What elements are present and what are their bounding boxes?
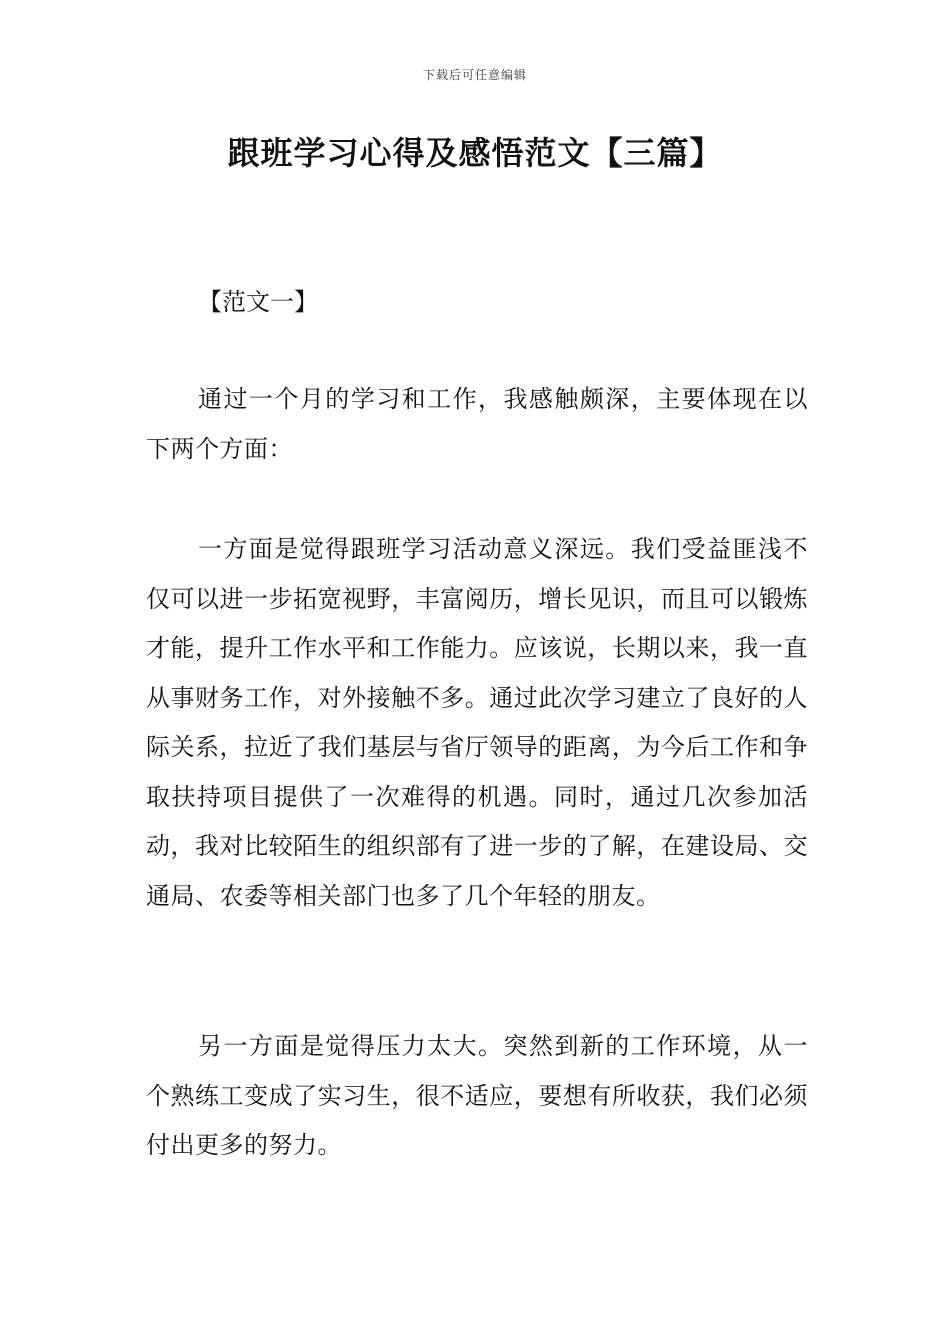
paragraph-second-aspect: 另一方面是觉得压力太大。突然到新的工作环境，从一个熟练工变成了实习生，很不适应，要想有所收获，我们必须付出更多的努力。: [146, 1032, 808, 1159]
paragraph-first-aspect: 一方面是觉得跟班学习活动意义深远。我们受益匪浅不仅可以进一步拓宽视野，丰富阅历，增长见识，而且可以锻炼才能，提升工作水平和工作能力。应该说，长期以来，我一直从事财务工作，对外接触不多。通过此次学习建立了良好的人际关系，拉近了我们基层与省厅领导的距离，为今后工作和争取扶持项目提供了一次难得的机遇。同时，通过几次参加活动，我对比较陌生的组织部有了进一步的了解，在建设局、交通局、农委等相关部门也多了几个年轻的朋友。: [146, 535, 808, 910]
document-title: 跟班学习心得及感悟范文【三篇】: [227, 134, 723, 172]
section-label: 【范文一】: [198, 288, 318, 316]
paragraph-intro: 通过一个月的学习和工作，我感触颇深，主要体现在以下两个方面：: [146, 385, 808, 463]
header-note: 下载后可任意编辑: [422, 68, 527, 82]
